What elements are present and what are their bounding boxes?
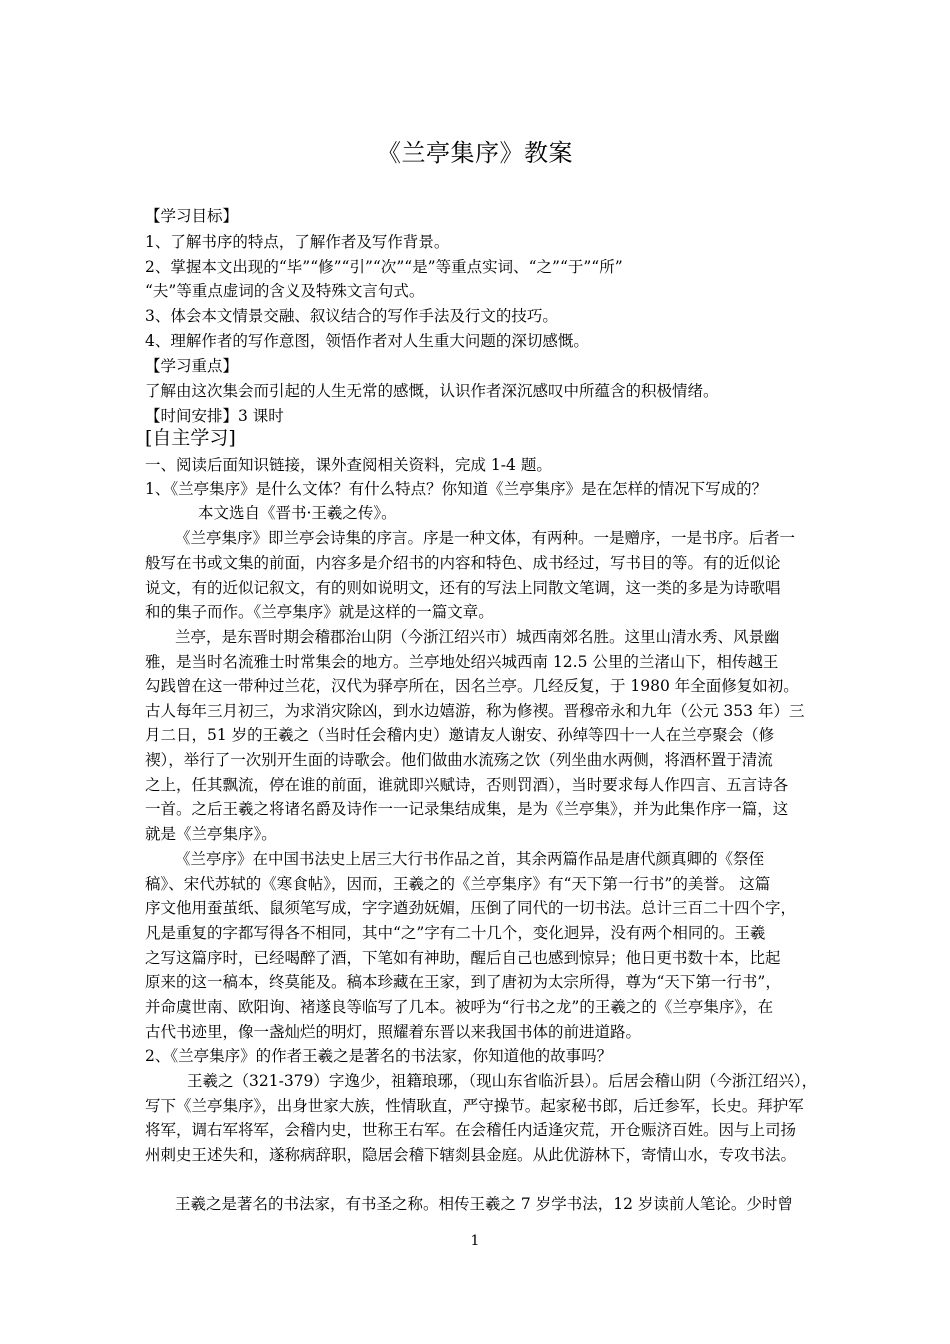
paragraph-line: 州刺史王述失和，遂称病辞职，隐居会稽下辖剡县金庭。从此优游林下，寄情山水，专攻书法。 — [145, 1146, 797, 1164]
objective-item: 2、掌握本文出现的“毕”“修”“引”“次”“是”等重点实词、“之”“于”“所” — [145, 258, 623, 276]
paragraph-line: 就是《兰亭集序》。 — [145, 825, 277, 843]
paragraph-line: 和的集子而作。《兰亭集序》就是这样的一篇文章。 — [145, 603, 494, 621]
focus-text: 了解由这次集会而引起的人生无常的感慨，认识作者深沉感叹中所蕴含的积极情绪。 — [145, 382, 719, 400]
paragraph-line: 序文他用蚕茧纸、鼠须笔写成，字字遒劲妩媚，压倒了同代的一切书法。总计三百二十四个字， — [145, 899, 797, 917]
document-title: 《兰亭集序》教案 — [377, 139, 573, 167]
paragraph-line: 并命虞世南、欧阳询、褚遂良等临写了几本。被呼为“行书之龙”的王羲之的《兰亭集序》，在 — [145, 998, 774, 1016]
objective-item: 4、理解作者的写作意图，领悟作者对人生重大问题的深切感慨。 — [145, 332, 589, 350]
paragraph-line: 说文，有的近似记叙文，有的则如说明文，还有的写法上同散文笔调，这一类的多是为诗歌唱 — [145, 579, 781, 597]
answer-source: 本文选自《晋书·王羲之传》。 — [198, 504, 397, 522]
paragraph-line: 写下《兰亭集序》，出身世家大族，性情耿直，严守操节。起家秘书郎，后迁参军，长史。拜护军 — [145, 1097, 804, 1115]
paragraph-line: 古代书迹里，像一盏灿烂的明灯，照耀着东晋以来我国书体的前进道路。 — [145, 1023, 642, 1041]
section-heading-schedule: 【时间安排】3 课时 — [145, 407, 284, 425]
paragraph-line: 稿》、宋代苏轼的《寒食帖》，因而，王羲之的《兰亭集序》有“天下第一行书”的美誉。 这篇 — [145, 875, 771, 893]
objective-item-continued: “夫”等重点虚词的含义及特殊文言句式。 — [145, 282, 425, 300]
paragraph-line: 古人每年三月初三，为求消灾除凶，到水边嬉游，称为修禊。晋穆帝永和九年（公元 353 年）三 — [145, 702, 805, 720]
section-heading-self-study: [自主学习] — [145, 427, 236, 449]
page-number: 1 — [470, 1233, 480, 1249]
objective-item: 3、体会本文情景交融、叙议结合的写作手法及行文的技巧。 — [145, 307, 558, 325]
paragraph-line: 王羲之（321-379）字逸少，祖籍琅琊，（现山东省临沂县）。后居会稽山阴（今浙江绍兴）， — [187, 1072, 818, 1090]
paragraph-line: 般写在书或文集的前面，内容多是介绍书的内容和特色、成书经过，写书目的等。有的近似论 — [145, 554, 781, 572]
paragraph-line: 王羲之是著名的书法家，有书圣之称。相传王羲之 7 岁学书法，12 岁读前人笔论。少时曾 — [175, 1195, 793, 1213]
question-2: 2、《兰亭集序》的作者王羲之是著名的书法家，你知道他的故事吗？ — [145, 1047, 613, 1065]
paragraph-line: 之上，任其飘流，停在谁的前面，谁就即兴赋诗，否则罚酒），当时要求每人作四言、五言诗各 — [145, 776, 789, 794]
paragraph-line: 凡是重复的字都写得各不相同，其中“之”字有二十几个，变化迥异，没有两个相同的。王羲 — [145, 924, 766, 942]
paragraph-line: 《兰亭集序》即兰亭会诗集的序言。序是一种文体，有两种。一是赠序，一是书序。后者一 — [175, 529, 796, 547]
paragraph-line: 勾践曾在这一带种过兰花，汉代为驿亭所在，因名兰亭。几经反复，于 1980 年全面修复如初。 — [145, 677, 799, 695]
task-intro: 一、阅读后面知识链接，课外查阅相关资料，完成 1-4 题。 — [145, 456, 552, 474]
section-heading-objectives: 【学习目标】 — [145, 207, 239, 225]
paragraph-line: 《兰亭序》在中国书法史上居三大行书作品之首，其余两篇作品是唐代颜真卿的《祭侄 — [175, 850, 765, 868]
paragraph-line: 将军，调右军将军，会稽内史，世称王右军。在会稽任内适逢灾荒，开仓赈济百姓。因与上司扬 — [145, 1121, 797, 1139]
paragraph-line: 月二日，51 岁的王羲之（当时任会稽内史）邀请友人谢安、孙绰等四十一人在兰亭聚会（修 — [145, 726, 775, 744]
paragraph-line: 禊），举行了一次别开生面的诗歌会。他们做曲水流殇之饮（列坐曲水两侧，将酒杯置于清流 — [145, 751, 773, 769]
section-heading-focus: 【学习重点】 — [145, 357, 239, 375]
paragraph-line: 兰亭，是东晋时期会稽郡治山阴（今浙江绍兴市）城西南郊名胜。这里山清水秀、风景幽 — [175, 628, 780, 646]
paragraph-line: 一首。之后王羲之将诸名爵及诗作一一记录集结成集，是为《兰亭集》，并为此集作序一篇，这 — [145, 800, 789, 818]
paragraph-line: 之写这篇序时，已经喝醉了酒，下笔如有神助，醒后自己也感到惊异；他日更书数十本，比起 — [145, 949, 781, 967]
objective-item: 1、了解书序的特点，了解作者及写作背景。 — [145, 233, 450, 251]
paragraph-line: 原来的这一稿本，终莫能及。稿本珍藏在王家，到了唐初为太宗所得，尊为“天下第一行书”， — [145, 973, 781, 991]
paragraph-line: 雅，是当时名流雅士时常集会的地方。兰亭地处绍兴城西南 12.5 公里的兰渚山下，相传越王 — [145, 653, 779, 671]
question-1: 1、《兰亭集序》是什么文体？有什么特点？你知道《兰亭集序》是在怎样的情况下写成的？ — [145, 480, 768, 498]
